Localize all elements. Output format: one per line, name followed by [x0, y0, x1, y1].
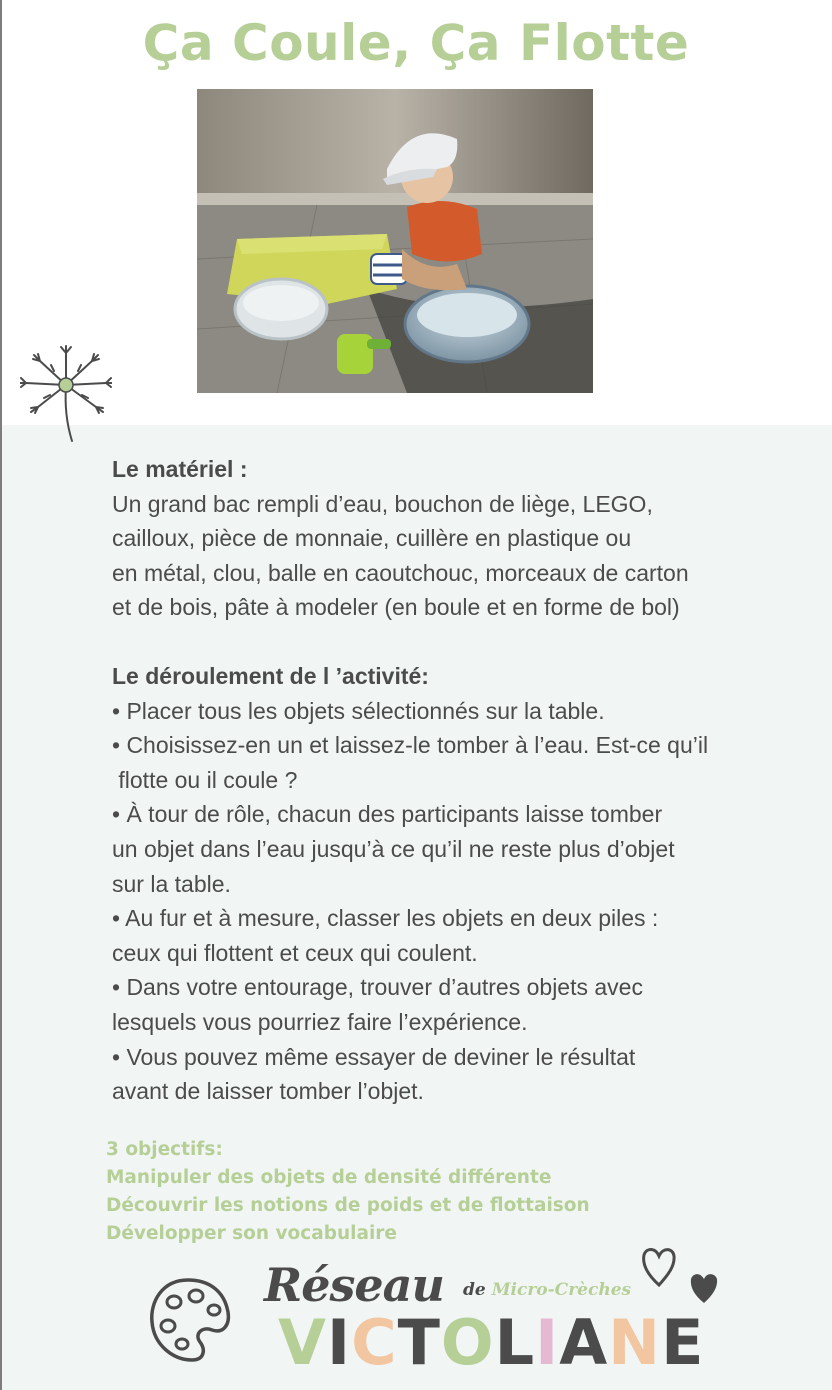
paint-palette-icon [148, 1276, 232, 1364]
logo-letter: N [608, 1306, 662, 1379]
page-title: Ça Coule, Ça Flotte [142, 14, 690, 72]
heart-outline-icon [640, 1245, 678, 1289]
logo-letter: L [494, 1306, 536, 1379]
deroulement-line: • Choisissez-en un et laissez-le tomber à l’eau. Est-ce qu’il [112, 732, 709, 759]
logo-subtitle-text: Micro-Crèches [491, 1280, 632, 1300]
materiel-heading: Le matériel : [112, 456, 248, 482]
deroulement-line: un objet dans l’eau jusqu’à ce qu’il ne reste plus d’objet [112, 835, 675, 862]
deroulement-line: • Au fur et à mesure, classer les objets en deux piles : [112, 905, 659, 932]
deroulement-line: • À tour de rôle, chacun des participants laisse tomber [112, 801, 663, 828]
deroulement-line: • Vous pouvez même essayer de deviner le résultat [112, 1043, 636, 1070]
heart-filled-icon [688, 1270, 720, 1306]
logo-script: Réseau [264, 1258, 444, 1312]
deroulement-line: flotte ou il coule ? [112, 766, 298, 793]
logo-de: de [463, 1280, 486, 1300]
activity-description [112, 452, 812, 1109]
logo-letter: T [397, 1306, 441, 1379]
objective-item: Manipuler des objets de densité différente [106, 1167, 552, 1188]
activity-photo [197, 89, 593, 393]
deroulement-line: • Placer tous les objets sélectionnés sur la table. [112, 697, 605, 724]
deroulement-line: avant de laisser tomber l’objet. [112, 1078, 424, 1105]
dandelion-icon [20, 345, 112, 443]
deroulement-line: lesquels vous pourriez faire l’expérience. [112, 1008, 528, 1035]
objective-item: Développer son vocabulaire [106, 1223, 397, 1244]
deroulement-heading: Le déroulement de l ’activité: [112, 662, 429, 689]
logo-letter: O [440, 1306, 495, 1379]
logo-subtitle [463, 1280, 631, 1300]
logo-letter: C [351, 1306, 398, 1379]
logo-letter: I [326, 1306, 352, 1379]
deroulement-line: ceux qui flottent et ceux qui coulent. [112, 939, 478, 966]
objectives-heading: 3 objectifs: [106, 1139, 223, 1160]
materiel-line: en métal, clou, balle en caoutchouc, morceaux de carton [112, 559, 689, 586]
logo-name [278, 1306, 704, 1379]
logo [264, 1258, 705, 1379]
logo-letter: E [661, 1306, 705, 1379]
materiel-line: cailloux, pièce de monnaie, cuillère en plastique ou [112, 525, 632, 552]
objective-item: Découvrir les notions de poids et de flottaison [106, 1195, 590, 1216]
materiel-line: et de bois, pâte à modeler (en boule et en forme de bol) [112, 594, 680, 621]
logo-letter: A [559, 1306, 609, 1379]
deroulement-line: • Dans votre entourage, trouver d’autres objets avec [112, 974, 643, 1001]
logo-letter: V [278, 1306, 327, 1379]
deroulement-line: sur la table. [112, 870, 231, 897]
materiel-line: Un grand bac rempli d’eau, bouchon de liège, LEGO, [112, 490, 653, 517]
logo-letter: I [535, 1306, 560, 1379]
objectives-block [106, 1136, 590, 1248]
